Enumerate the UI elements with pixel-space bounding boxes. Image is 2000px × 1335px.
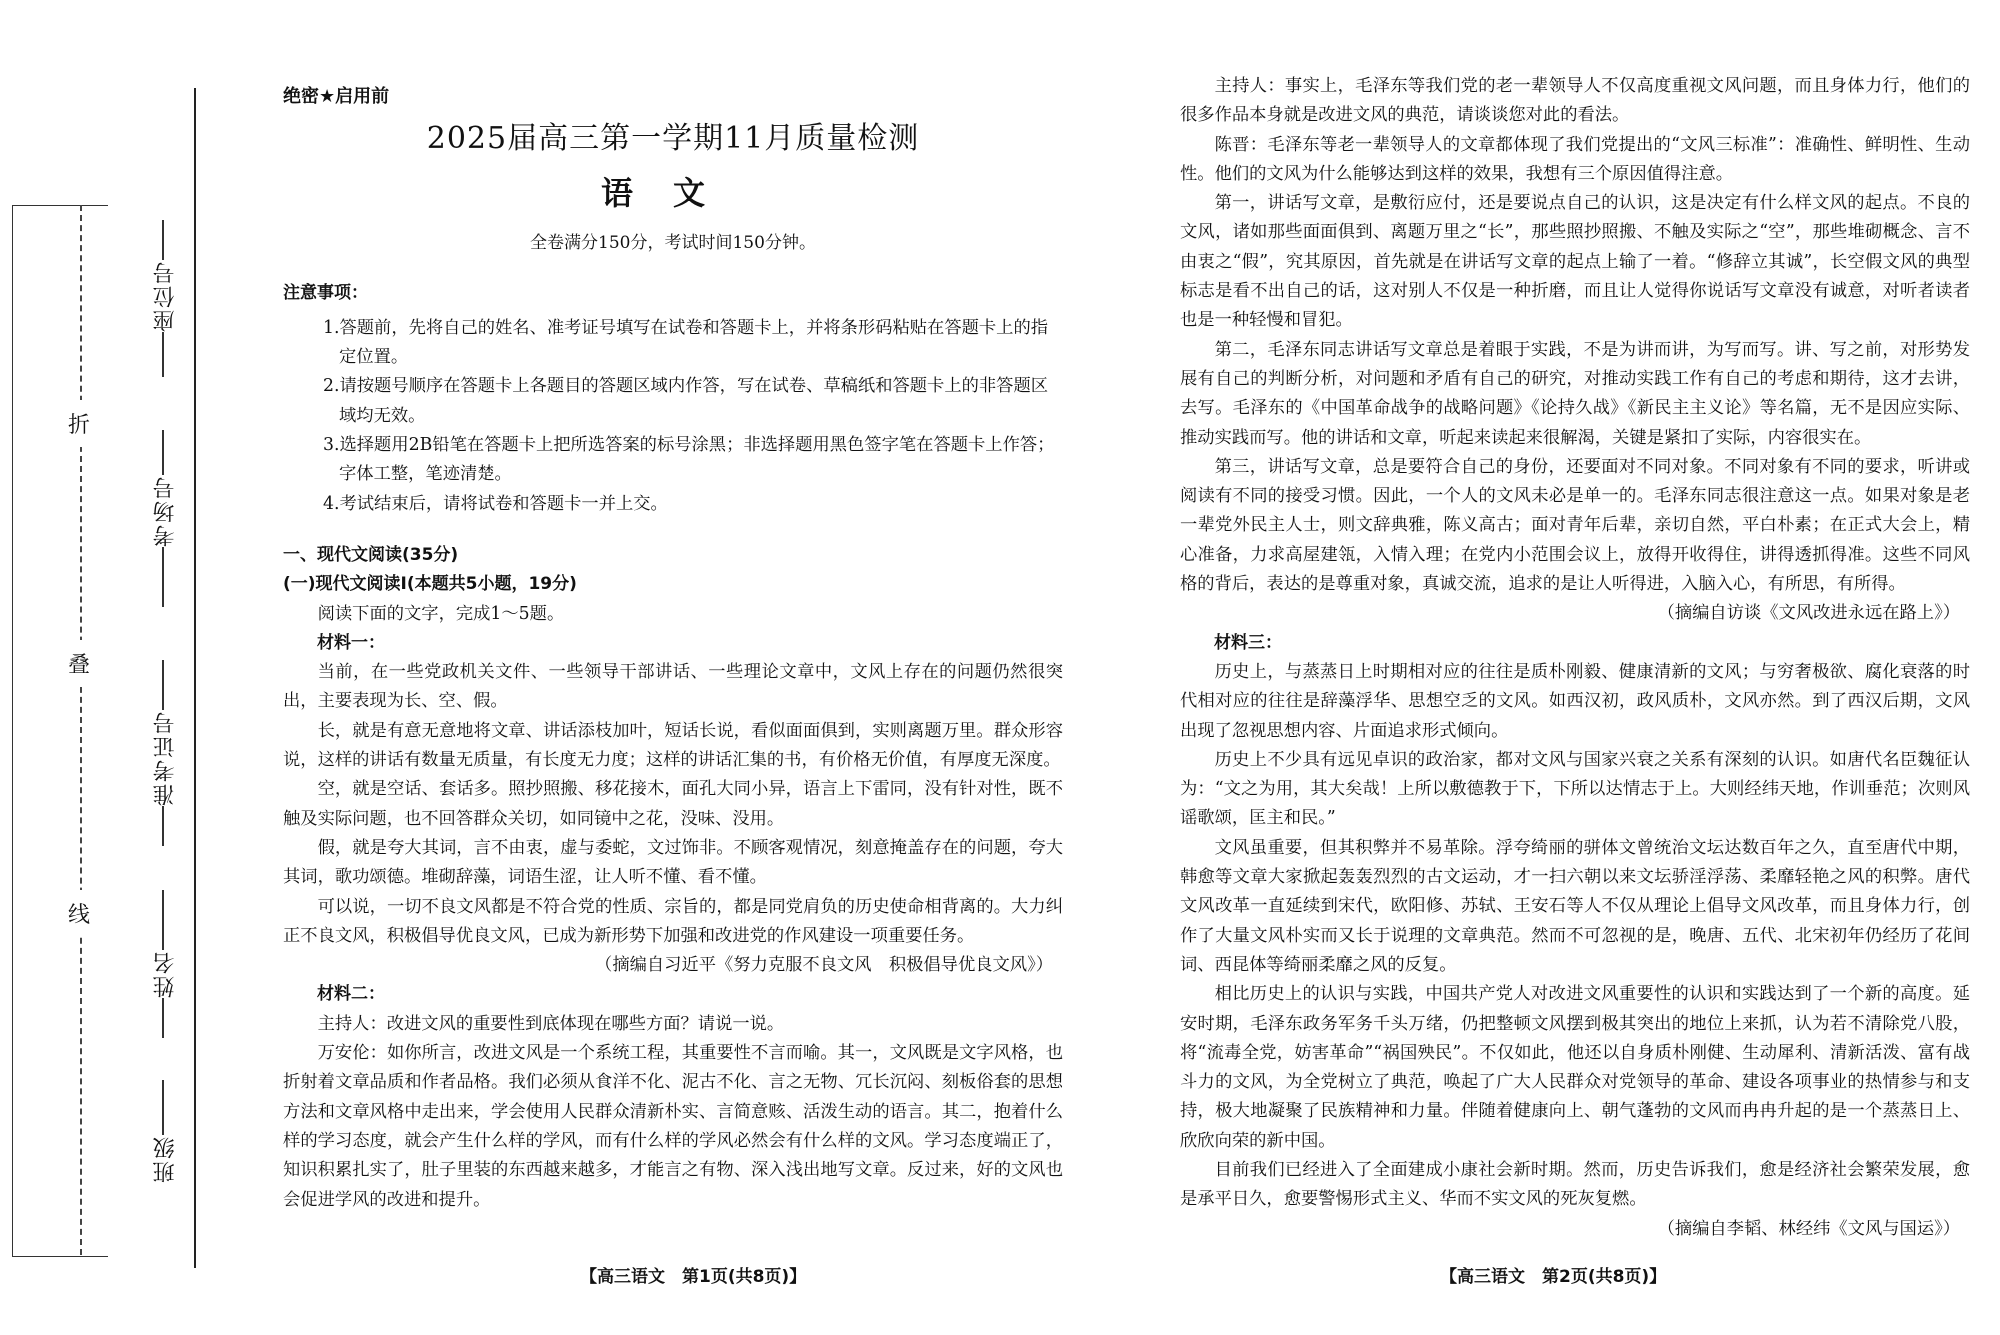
paragraph: 第一，讲话写文章，是敷衍应付，还是要说点自己的认识，这是决定有什么样文风的起点。不良的文风，诸如那些面面俱到、离题万里之“长”，那些照抄照搬、不触及实际之“空”，那些堆砌概念、言不由衷之“假”，究其原因，首先就是在讲话写文章的起点上输了一着。“修辞立其诚”，长空假文风的典型标志是看不出自己的话，这对别人不仅是一种折磨，而且让人觉得你说话写文章没有诚意，对听者读者也是一种轻慢和冒犯。: [1180, 193, 1970, 331]
seat-number-field[interactable]: [150, 220, 180, 377]
binding-rule: [194, 88, 196, 1268]
fold-dash-line: [80, 205, 82, 1255]
paragraph: 相比历史上的认识与实践，中国共产党人对改进文风重要性的认识和实践达到了一个新的高度。延安时期，毛泽东政务军务千头万绪，仍把整顿文风摆到极其突出的地位上来抓，认为若不清除党八股，将“流毒全党，妨害革命”“祸国殃民”。不仅如此，他还以自身质朴刚健、生动犀利、清新活泼、富有战斗力的文风，为全党树立了典范，唤起了广大人民群众对党领导的革命、建设各项事业的热情参与和支持，极大地凝聚了民族精神和力量。伴随着健康向上、朝气蓬勃的文风而冉冉升起的是一个蒸蒸日上、欣欣向荣的新中国。: [1180, 984, 1970, 1151]
paragraph: 当前，在一些党政机关文件、一些领导干部讲话、一些理论文章中，文风上存在的问题仍然很突出，主要表现为长、空、假。: [283, 662, 1063, 712]
material-3-label: 材料三：: [1214, 632, 1282, 653]
paragraph: 陈晋：毛泽东等老一辈领导人的文章都体现了我们党提出的“文风三标准”：准确性、鲜明性、生动性。他们的文风为什么能够达到这样的效果，我想有三个原因值得注意。: [1180, 134, 1970, 184]
exam-meta: 全卷满分150分，考试时间150分钟。: [530, 233, 816, 254]
class-field[interactable]: [150, 1080, 180, 1183]
material-2-source: （摘编自访谈《文风改进永远在路上》）: [1657, 603, 1960, 624]
paragraph: 第三，讲话写文章，总是要符合自己的身份，还要面对不同对象。不同对象有不同的要求，听讲或阅读有不同的接受习惯。因此，一个人的文风未必是单一的。毛泽东同志很注意这一点。如果对象是老一辈党外民主人士，则文辞典雅，陈义高古；面对青年后辈，亲切自然，平白朴素；在正式大会上，精心准备，力求高屋建瓴，入情入理；在党内小范围会议上，放得开收得住，讲得透抓得准。这些不同风格的背后，表达的是尊重对象，真诚交流，追求的是让人听得进，入脑入心，有所思，有所得。: [1180, 456, 1970, 595]
material-2-label: 材料二：: [317, 984, 385, 1005]
material-3-source: （摘编自李韬、林经纬《文风与国运》）: [1657, 1218, 1960, 1239]
subject-title: 语文: [600, 174, 745, 213]
paragraph: 主持人：改进文风的重要性到底体现在哪些方面？请说一说。: [317, 1013, 785, 1034]
section-heading: 一、现代文阅读(35分): [283, 544, 459, 565]
notice-item: 2.请按题号顺序在答题卡上各题目的答题区域内作答，写在试卷、草稿纸和答题卡上的非答题区域均无效。: [323, 376, 1049, 426]
admission-number-field[interactable]: [150, 660, 180, 846]
paragraph: 长，就是有意无意地将文章、讲话添枝加叶，短话长说，看似面面俱到，实则离题万里。群众形容说，这样的讲话有数量无质量，有长度无力度；这样的讲话汇集的书，有价格无价值，有厚度无深度。: [283, 720, 1063, 771]
subsection-heading: (一)现代文阅读Ⅰ(本题共5小题，19分): [283, 574, 577, 595]
paragraph: 历史上，与蒸蒸日上时期相对应的往往是质朴刚毅、健康清新的文风；与穷奢极欲、腐化衰落的时代相对应的往往是辞藻浮华、思想空乏的文风。如西汉初，政风质朴，文风亦然。到了西汉后期，文风出现了忽视思想内容、片面追求形式倾向。: [1180, 661, 1970, 741]
fold-char-1: 折: [68, 400, 90, 447]
seat-number-label: 座位号: [153, 260, 178, 332]
fold-char-2: 叠: [68, 640, 90, 687]
paragraph: 历史上不少具有远见卓识的政治家，都对文风与国家兴衰之关系有深刻的认识。如唐代名臣魏征认为：“文之为用，其大矣哉！上所以敷德教于下，下所以达情志于上。大则经纬天地，作训垂范；次则风谣歌颂，匡主和民。”: [1180, 749, 1970, 829]
material-1-source: （摘编自习近平《努力克服不良文风 积极倡导优良文风》）: [595, 955, 1053, 976]
paragraph: 假，就是夸大其词，言不由衷，虚与委蛇，文过饰非。不顾客观情况，刻意掩盖存在的问题，夸大其词，歌功颂德。堆砌辞藻，词语生涩，让人听不懂、看不懂。: [283, 837, 1063, 888]
paragraph: 文风虽重要，但其积弊并不易革除。浮夸绮丽的骈体文曾统治文坛达数百年之久，直至唐代中期，韩愈等文章大家掀起轰轰烈烈的古文运动，才一扫六朝以来文坛骄淫浮荡、柔靡轻艳之风的积弊。唐代文风改革一直延续到宋代，欧阳修、苏轼、王安石等人不仅从理论上倡导文风改革，而且身体力行，创作了大量文风朴实而又长于说理的文章典范。然而不可忽视的是，晚唐、五代、北宋初年仍经历了花间词、西昆体等绮丽柔靡之风的反复。: [1180, 837, 1970, 975]
paragraph: 目前我们已经进入了全面建成小康社会新时期。然而，历史告诉我们，愈是经济社会繁荣发展，愈是承平日久，愈要警惕形式主义、华而不实文风的死灰复燃。: [1180, 1159, 1970, 1210]
notice-item: 3.选择题用2B铅笔在答题卡上把所选答案的标号涂黑；非选择题用黑色签字笔在答题卡上作答；字体工整，笔迹清楚。: [323, 435, 1055, 485]
exam-title: 2025届高三第一学期11月质量检测: [426, 121, 920, 157]
name-label: 姓名: [153, 950, 178, 998]
fold-char-3: 线: [68, 890, 90, 937]
exam-room-field[interactable]: [150, 430, 180, 607]
notice-heading: 注意事项：: [283, 282, 368, 303]
binding-margin: [0, 0, 200, 1335]
page-1-footer: 【高三语文 第1页(共8页)】: [580, 1267, 807, 1287]
paragraph: 主持人：事实上，毛泽东等我们党的老一辈领导人不仅高度重视文风问题，而且身体力行，他们的很多作品本身就是改进文风的典范，请谈谈您对此的看法。: [1180, 76, 1970, 126]
paragraph: 第二，毛泽东同志讲话写文章总是着眼于实践，不是为讲而讲，为写而写。讲、写之前，对形势发展有自己的判断分析，对问题和矛盾有自己的研究，对推动实践工作有自己的考虑和期待，这才去讲，去写。毛泽东的《中国革命战争的战略问题》《论持久战》《新民主主义论》等名篇，无不是因应实际、推动实践而写。他的讲话和文章，听起来读起来很解渴，关键是紧扣了实际，内容很实在。: [1180, 339, 1970, 448]
paragraph: 可以说，一切不良文风都是不符合党的性质、宗旨的，都是同党肩负的历史使命相背离的。大力纠正不良文风，积极倡导优良文风，已成为新形势下加强和改进党的作风建设一项重要任务。: [283, 896, 1063, 946]
class-label: 班级: [153, 1135, 178, 1183]
admission-number-label: 准考证号: [153, 710, 178, 806]
notice-item: 4.考试结束后，请将试卷和答题卡一并上交。: [323, 493, 668, 514]
page-2-footer: 【高三语文 第2页(共8页)】: [1440, 1267, 1667, 1287]
page-1: [283, 72, 1063, 1215]
notice-item: 1.答题前，先将自己的姓名、准考证号填写在试卷和答题卡上，并将条形码粘贴在答题卡上的指定位置。: [323, 317, 1049, 368]
exam-room-label: 考场号: [153, 475, 178, 547]
material-1-label: 材料一：: [317, 632, 385, 653]
page-2: [1180, 72, 1970, 1244]
paragraph: 万安伦：如你所言，改进文风是一个系统工程，其重要性不言而喻。其一，文风既是文字风格，也折射着文章品质和作者品格。我们必须从食洋不化、泥古不化、言之无物、冗长沉闷、刻板俗套的思想方法和文章风格中走出来，学会使用人民群众清新朴实、言简意赅、活泼生动的语言。其二，抱着什么样的学习态度，就会产生什么样的学风，而有什么样的学风必然会有什么样的文风。学习态度端正了，知识积累扎实了，肚子里装的东西越来越多，才能言之有物、深入浅出地写文章。反过来，好的文风也会促进学风的改进和提升。: [283, 1043, 1063, 1210]
paragraph: 空，就是空话、套话多。照抄照搬、移花接木，面孔大同小异，语言上下雷同，没有针对性，既不触及实际问题，也不回答群众关切，如同镜中之花，没味、没用。: [283, 779, 1063, 829]
name-field[interactable]: [150, 890, 180, 1038]
confidential-mark: 绝密★启用前: [283, 86, 390, 107]
instruction: 阅读下面的文字，完成1～5题。: [317, 603, 565, 624]
binding-frame: [12, 205, 108, 1257]
